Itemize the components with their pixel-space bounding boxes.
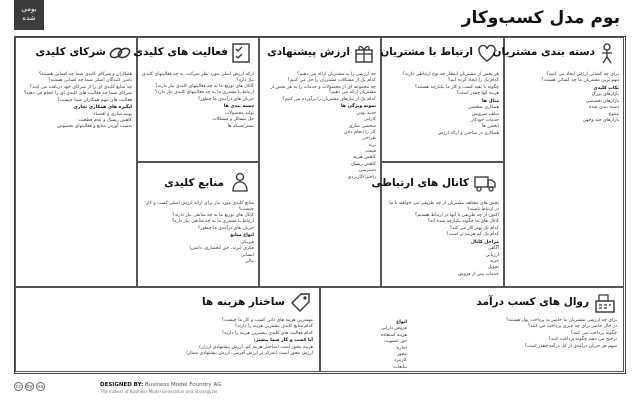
factory-worker-icon [228,171,252,193]
designed-by-name: Business Model Foundry AG [145,382,222,388]
customer-relationships-q3: چگونه با بقیه کسب و کار ما یکپارچه هستند؟ [414,84,499,90]
customer-segments-item: بازارهای تخصصی [585,98,619,104]
customer-relationships-item: سلف سرویس [471,111,499,117]
cost-structure-item: ارزش محور است (تمرکز بر ارزش آفرینی، ارزش پیشنهادی ممتاز) [186,351,313,357]
value-propositions-item: برند [368,142,376,148]
customer-segments-item: بازارهای چند وجهی [582,117,619,123]
key-resources-item: فکری (برند، حق انحصاری، دانش) [189,246,254,252]
channels-q5: کدام یک کم هزینه تر است؟ [446,232,499,238]
customer-relationships-title: ارتباط با مشتریان [380,46,473,58]
price-tag-icon [289,292,313,314]
badge-line1: بومی [21,5,37,13]
person-icon [595,42,619,64]
cost-structure-q2: کدام منابع کلیدی بیشترین هزینه را دارند؟ [234,324,313,330]
customer-segments-title: دسته بندی مشتریان [492,46,595,58]
revenue-streams-q1: برای چه ارزشی مشتریان ما حاضر به پرداخت پول هستند؟ [506,318,617,323]
gift-icon [352,42,376,64]
value-propositions-item: طراحی [361,136,376,142]
value-propositions-item: شخصی سازی [348,123,376,129]
value-propositions-q3: چه مجموعه ای از محصولات و خدمات را به هر بخش از مشتریان ارائه می دهیم؟ [270,84,376,96]
value-propositions-item: دسترسی [358,168,376,174]
cost-structure-title: ساختار هزینه ها [201,296,285,308]
revenue-streams-item: مجوز [396,351,407,357]
customer-relationships-item: همکاری در ساختن و ارائه ارزش [437,130,499,136]
revenue-streams-q3: چگونه پرداخت می کنند؟ [570,330,617,336]
value-propositions-item: کار را انجام دادن [343,129,376,135]
revenue-streams-block [320,287,624,372]
cost-structure-q1: مهمترین هزینه های ذاتی کسب و کار ما چیست؟ [221,318,313,323]
value-propositions-item: قیمت [365,149,376,155]
badge-line2: شده [22,14,36,22]
key-activities-q4: جریان های درآمدی ما چطور؟ [197,96,254,102]
value-propositions-q1: چه ارزشی را به مشتریان ارائه می دهیم؟ [297,72,376,77]
key-resources-q4: جریان های درآمدی ما چطور؟ [197,225,254,231]
key-resources-subheading: انواع منابع [230,233,254,239]
value-propositions-item: راحتی/کاربردی [347,174,376,180]
key-activities-q3: ارتباط با مشتری ما به چه فعالیتهای کلیدی نیاز دارد؟ [154,90,254,96]
customer-relationships-block [381,37,504,162]
revenue-streams-title: روال های کسب درآمد [476,296,589,308]
designed-by [100,382,221,388]
chain-link-icon [108,42,132,64]
value-propositions-q4: کدام یک از نیازهای مشتریان را برآورده می کنیم؟ [282,96,376,102]
key-activities-title: فعالیت های کلیدی [133,46,228,58]
delivery-truck-icon [473,171,497,193]
customer-segments-q2: مهم ترین مشتریان ما چه کسانی هستند؟ [541,78,619,84]
value-propositions-item: جدید بودن [356,110,376,116]
channels-block [371,162,504,287]
key-resources-item: مالی [244,258,254,264]
key-partners-item: بدست آوردن منابع و فعالیتهای بخصوص [57,124,132,130]
key-activities-q2: کانال های توزیع ما به چه فعالیتهای کلیدی نیاز دارند؟ [155,83,254,89]
channels-item: تحویل [487,265,499,271]
footer [14,380,626,396]
customer-relationships-subheading: مثال ها [482,98,499,104]
key-activities-q1: ارائه ارزش اصلی مورد نظر شرکت، به چه فعالیتهای کلیدی نیاز دارد؟ [142,72,254,83]
channels-item: ارزیابی [485,252,499,258]
revenue-streams-item: حق عضویت [383,339,407,345]
key-partners-q1: همکاران و شرکای کلیدی شما چه کسانی هستند؟ [38,72,132,77]
customer-segments-q1: برای چه کسانی ارزش ایجاد می کنیم؟ [546,72,619,77]
key-partners-q4: شرکای شما چه فعالیت های کلیدی ای را انجام می دهند؟ [23,91,132,97]
key-resources-item: فیزیکی [240,239,254,245]
revenue-streams-item: فروش دارایی [381,326,407,332]
customer-segments-item: دسته بندی شده [588,105,619,111]
value-propositions-block [259,37,381,287]
channels-item: خدمات پس از فروش [457,271,499,277]
key-activities-item: تولید محصولات [224,110,254,116]
key-resources-item: انسانی [240,252,254,258]
value-propositions-subheading: نمونه ویژگی ها [340,104,376,110]
channels-q2: اکنون از چه طریقی با آنها در ارتباط هستیم؟ [414,212,499,218]
revenue-streams-item: هزینه استفاده [380,332,407,338]
customer-segments-subheading: نکات کلیدی [593,85,619,91]
value-propositions-q2: کدام یک از مشکلات مشتریان را حل می کنیم؟ [287,78,376,84]
revenue-streams-q2: در حال حاضر برای چه چیزی پرداخت می کنند؟ [527,324,617,330]
customer-relationships-item: انجمن ها [482,124,499,130]
customer-segments-item: بازارهای بزرگ [591,92,619,98]
key-resources-title: منابع کلیدی [164,177,224,189]
key-partners-item: کاهش ریسک و عدم قطعیت [78,117,132,123]
key-resources-q2: کانال های توزیع ما به چه منابعی نیاز دارند؟ [172,212,254,218]
customer-relationships-q4: هزینه آنها چقدر است؟ [456,91,499,97]
key-resources-q3: ارتباط با مشتری ما به چه منابعی نیاز دارد؟ [171,219,254,225]
cash-register-icon [593,292,617,314]
key-partners-q3: چه منابع کلیدی ای را از شرکای خود دریافت می کنید؟ [29,84,132,90]
key-partners-item: بهینه سازی و اقتصاد [93,111,132,117]
key-activities-subheading: دسته بندی ها [223,104,254,110]
channels-item: آگاهی [487,246,499,252]
value-propositions-title: ارزش پیشنهادی [267,46,350,58]
cost-structure-q3: کدام فعالیت های کلیدی بیشترین هزینه را دارند؟ [221,330,313,336]
revenue-streams-item: اجاره [396,345,407,351]
license-icons [14,382,45,391]
key-activities-item: حل مسائل و مشکلات [212,117,254,123]
customer-relationships-item: خدمات خودکار [471,117,499,123]
checklist-icon [230,42,254,64]
value-propositions-item: کاهش ریسک [350,161,376,167]
channels-item: خرید [489,258,499,264]
cost-structure-item: هزینه محور است (ساختار هزینه کم، ارزش پیشنهادی ارزان) [199,344,313,350]
share-alike-icon: sa [37,384,44,390]
channels-q3: کانال های ما چگونه یکپارچه شده اند؟ [427,219,499,225]
business-model-canvas [14,36,626,374]
key-resources-q1: منابع کلیدی مورد نیاز برای ارائه ارزش اصلی کسب و کار چیست؟ [146,201,254,212]
cost-structure-subheading: آیا کسب و کار شما بیشتر: [253,338,313,344]
value-propositions-item: کاهش هزینه [352,155,376,161]
key-partners-subheading: انگیزه های همکاری تجاری [73,105,132,111]
channels-q4: کدام یک بهتر کار می کند؟ [449,225,499,231]
revenue-streams-item: کارمزد [394,358,407,364]
key-partners-title: شرکای کلیدی [35,46,106,58]
value-propositions-item: کارایی [363,117,376,123]
cost-structure-block [15,287,320,372]
key-partners-q5: فعالیت های مهم همکاران شما چیست؟ [57,97,132,103]
key-resources-block [137,162,259,287]
page-title: بوم مدل کسب‌وکار [461,8,620,28]
customer-relationships-item: همکاری شخصی [468,105,499,111]
customer-relationships-q2: کدام یک را ایجاد کرده ایم؟ [447,78,499,84]
localized-badge [14,0,44,30]
revenue-streams-q5: سهم هر جریان درآمدی از کل درآمد چقدر است؟ [524,343,617,349]
key-activities-item: بستر/شبکه ها [227,123,254,129]
designed-by-label: DESIGNED BY: [100,382,144,388]
channels-q1: بخش های مختلف مشتریان از چه طریقی می خواهند با ما در ارتباط باشند؟ [389,201,499,212]
customer-segments-item: متنوع [608,111,619,117]
channels-title: کانال های ارتباطی [371,177,469,189]
designed-by-subtitle: The makers of Business Model Generation and Strategyzer [100,389,218,394]
customer-relationships-q1: هر بخش از مشتریان انتظار چه نوع ارتباطی دارند؟ [402,72,499,77]
revenue-streams-item: تبلیغات [393,364,407,370]
creative-commons-icon: cc [15,384,22,390]
key-partners-q2: تامین کنندگان اصلی شما چه کسانی هستند؟ [48,78,132,84]
attribution-icon: by [26,384,33,390]
revenue-streams-q4: ترجیح می دهند چگونه پرداخت کنند؟ [548,337,617,343]
key-activities-block [133,37,259,162]
key-partners-block [15,37,137,287]
channels-subheading: مراحل کانال [470,239,499,245]
revenue-streams-subheading: انواع [396,320,407,325]
